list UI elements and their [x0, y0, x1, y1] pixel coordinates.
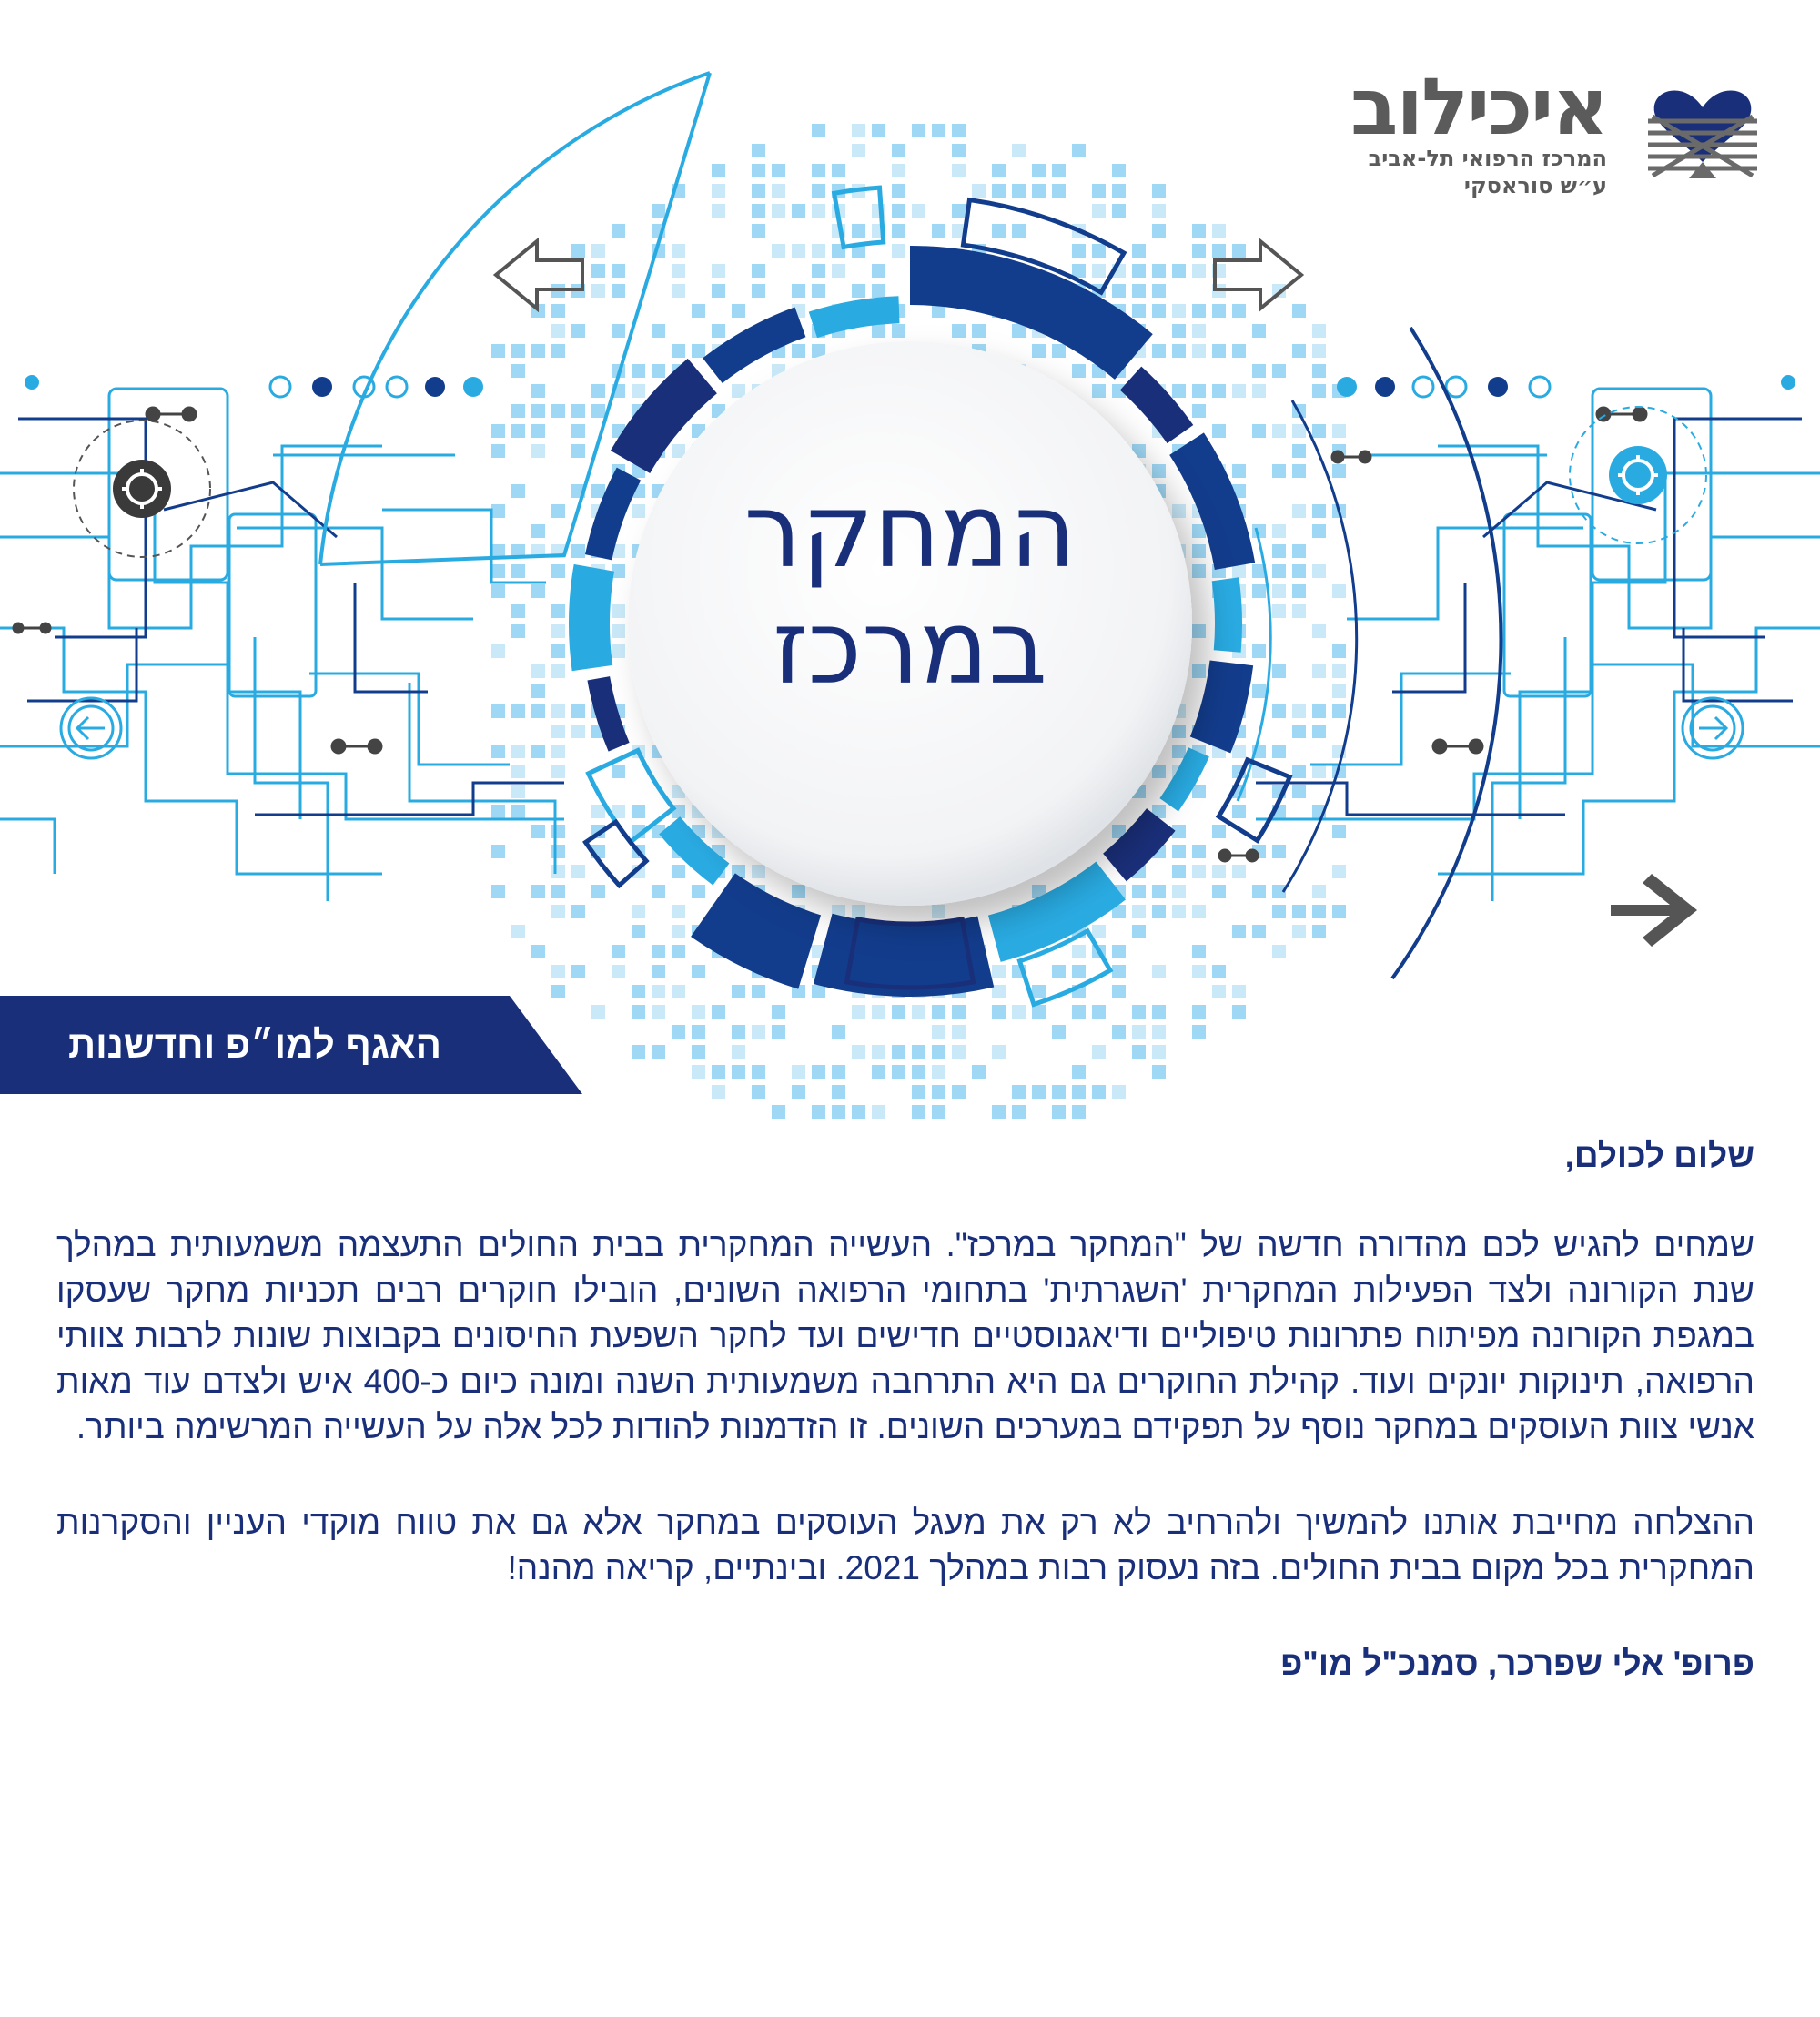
dot-row-left	[25, 375, 483, 397]
circle-arrow-left-icon	[61, 698, 121, 758]
arrow-right-outline-icon	[1215, 241, 1301, 309]
arrow-left-outline-icon	[496, 241, 582, 309]
logo-subtitle-2: ע״ש סוראסקי	[1463, 173, 1607, 198]
hero-title-line1: המחקר	[743, 472, 1077, 591]
paragraph-1: שמחים להגיש לכם מהדורה חדשה של "המחקר במרכז". העשייה המחקרית בבית החולים התעצמה משמעותית במהלך שנת הקורונה ולצד הפעילות המחקרית 'השגרתית' בתחומי הרפואה השונים, הובילו חוקרים רבים תכניות מחקר שעסקו במגפת הקורונה מפיתוח פתרונות טיפוליים ודיאגנוסטיים חדישים ועד לחקר השפעת החיסונים בקבוצות שונות לרבות צוותי הרפואה, תינוקות יונקים ועוד. קהילת החוקרים גם היא התרחבה משמעותית השנה ומונה כיום כ-400 איש ולצדם עוד מאות אנשי צוות העוסקים במחקר נוסף על תפקידם במערכים השונים. זו הזדמנות להודות לכל אלה על העשייה המרשימה ביותר.	[56, 1226, 1755, 1445]
hero-title	[564, 473, 1256, 765]
arrow-right-icon	[1611, 874, 1697, 947]
signature: פרופ' אלי שפרכר, סמנכ"ל מו"פ	[1280, 1645, 1754, 1682]
greeting: שלום לכולם,	[1564, 1137, 1754, 1174]
article-body	[56, 1133, 1754, 1687]
circuit-lines-left-dark	[18, 419, 564, 815]
ichilov-logo	[1343, 64, 1762, 200]
circuit-lines-left	[0, 389, 564, 901]
logo-name: איכילוב	[1350, 62, 1607, 153]
logo-subtitle-1: המרכז הרפואי תל-אביב	[1368, 146, 1607, 171]
paragraph-2: ההצלחה מחייבת אותנו להמשיך ולהרחיב לא רק את מעגל העוסקים במחקר אלא גם את טווח מוקדי העניין והסקרנות המחקרית בכל מקום בבית החולים. בזה נעסוק רבות במהלך 2021. ובינתיים, קריאה מהנה!	[56, 1504, 1754, 1586]
hero-title-line2: במרכז	[772, 589, 1048, 707]
logo-emblem-icon	[1643, 71, 1762, 189]
circle-arrow-right-icon	[1683, 698, 1743, 758]
dot-row-right	[1337, 375, 1795, 397]
department-banner	[0, 996, 582, 1094]
department-banner-label: האגף למו״פ וחדשנות	[67, 1023, 442, 1066]
